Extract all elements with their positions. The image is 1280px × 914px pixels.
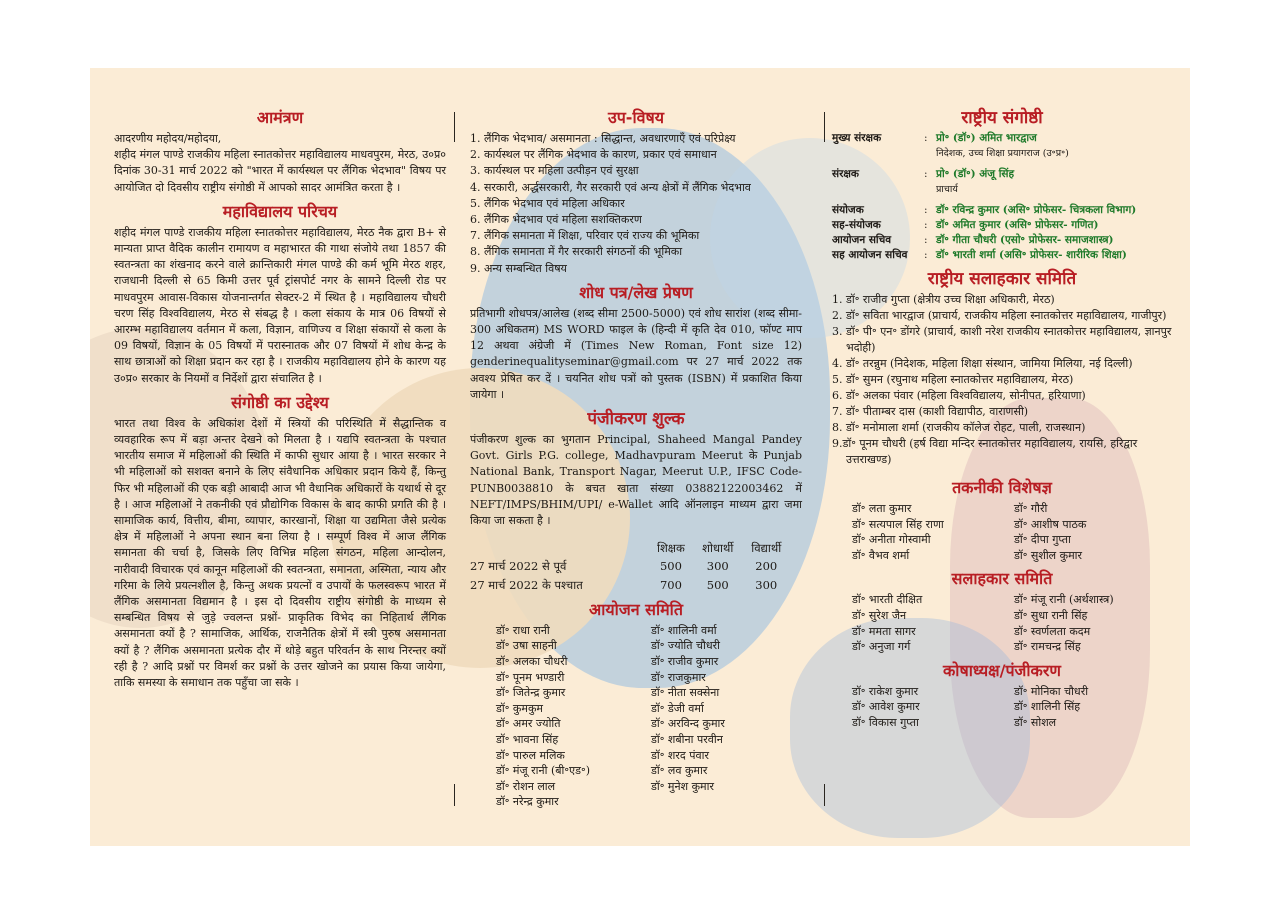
- seminar-roles: [832, 131, 1172, 263]
- table-row: [470, 557, 790, 575]
- fee-cell: 300: [755, 577, 778, 592]
- invitation-salutation: आदरणीय महोदय/महोदया,: [114, 132, 222, 145]
- list-item: डॉ॰ अनुजा गर्ग: [852, 640, 911, 654]
- list-item: डॉ॰ जितेन्द्र कुमार: [496, 686, 566, 700]
- list-item: डॉ॰ आवेश कुमार: [852, 700, 920, 714]
- role-separator: :: [924, 204, 928, 216]
- committee-left: [496, 623, 647, 810]
- list-item: डॉ॰ अनीता गोस्वामी: [852, 533, 931, 547]
- technical-experts-heading: तकनीकी विशेषज्ञ: [952, 478, 1052, 497]
- list-item: डॉ॰ सोशल: [1014, 715, 1057, 729]
- role-value: डॉ॰ रविन्द्र कुमार (असि॰ प्रोफेसर- चित्रकला विभाग): [936, 204, 1137, 216]
- role-separator: :: [924, 234, 928, 246]
- technical-experts-list: [832, 501, 1172, 563]
- list-item: डॉ॰ ज्योति चौधरी: [651, 639, 720, 653]
- advisory-national-heading: राष्ट्रीय सलाहकार समिति: [927, 269, 1077, 289]
- list-item: 4. सरकारी, अर्द्धसरकारी, गैर सरकारी एवं अन्य क्षेत्रों में लैंगिक भेदभाव: [470, 180, 751, 194]
- list-item: 5. लैंगिक भेदभाव एवं महिला अधिकार: [470, 196, 625, 210]
- list-item: डॉ॰ राजकुमार: [651, 670, 706, 684]
- list-item: डॉ॰ राकेश कुमार: [852, 684, 919, 698]
- list-item: डॉ॰ सुधा रानी सिंह: [1014, 608, 1088, 622]
- fee-cell: 300: [706, 559, 729, 574]
- role-separator: :: [924, 219, 928, 231]
- role-value: डॉ॰ गीता चौधरी (एसो॰ प्रोफेसर- समाजशास्त्र): [936, 234, 1114, 246]
- list-item: डॉ॰ मुनेश कुमार: [651, 779, 714, 793]
- column-right: [832, 104, 1172, 731]
- fee-cell: 200: [755, 559, 778, 574]
- list-item: डॉ॰ मंजू रानी (बी॰एड॰): [496, 764, 591, 778]
- role-key: सह आयोजन सचिव: [832, 249, 908, 261]
- objective-body: भारत तथा विश्व के अधिकांश देशों में स्त्रियों की परिस्थिति में सैद्धान्तिक व व्यवहारिक रूप में बड़ा अन्तर देखने को मिलता है । यद्यपि स्वतन्त्रता के पश्चात भारतीय समाज में महिलाओं की स्थिति में काफी सुधार आया है । भारत सरकार ने भी महिलाओं को सशक्त बनाने के लिए संवैधानिक अधिकार प्रदान किये हैं, किन्तु फिर भी महिलाओं की एक बड़ी आबादी आज भी वैधानिक अधिकारों के यथार्थ से दूर है । आज महिलाओं ने तकनीकी एवं प्रौद्योगिक विकास के बाद काफी प्रगति की है । सामाजिक कार्य, वित्तीय, बीमा, व्यापार, कारखानों, शिक्षा या उद्यमिता जैसे प्रत्येक क्षेत्र में महिलाओं ने अपना स्थान बना लिया है । सम्पूर्ण विश्व में आज लैंगिक समानता की चर्चा है, जिसके लिए विभिन्न महिला संगठन, महिला आन्दोलन, नारीवादी विचारक एवं कानून महिलाओं की स्वतन्त्रता, समानता, अस्मिता, न्याय और गरिमा के लिये प्रयत्नशील है, किन्तु अथक प्रयत्नों व उपायों के फलस्वरूप भारत में लैंगिक असमानता विद्यमान है । इस दो दिवसीय राष्ट्रीय संगोष्ठी के माध्यम से सम्बन्धित विषय से जुड़े ज्वलन्त प्रश्नों- प्राकृतिक विभेद का निहितार्थ लैंगिक असमानता क्यों है ? सामाजिक, आर्थिक, राजनैतिक क्षेत्रों में स्त्री पुरुष असमानता क्यों है ? लैंगिक असमानता प्रत्येक दौर में थोड़े बहुत परिवर्तन के साथ निरन्तर क्यों रही है ? आदि प्रश्नों पर विमर्श कर प्रश्नों के उत्तर खोजने का प्रयास किया जायेगा, ताकि समस्या के समाधान तक पहुँचा जा सके ।: [114, 416, 446, 690]
- list-item: डॉ॰ मंजू रानी (अर्थशास्त्र): [1014, 593, 1114, 607]
- list-item: डॉ॰ मोनिका चौधरी: [1014, 684, 1089, 698]
- fee-header: विद्यार्थी: [751, 541, 782, 556]
- role-key: सह-संयोजक: [832, 219, 881, 231]
- advisory-committee-list: [832, 592, 1172, 654]
- treasurer-left: [852, 684, 1010, 731]
- treasurer-right: [1014, 684, 1172, 731]
- list-item: 6. डॉ॰ अलका पंवार (महिला विश्वविद्यालय, सोनीपत, हरियाणा): [832, 389, 1086, 402]
- registration-heading: पंजीकरण शुल्क: [587, 409, 685, 430]
- list-item: डॉ॰ डेजी वर्मा: [651, 701, 704, 715]
- column-middle: [470, 104, 802, 810]
- list-item: 3. डॉ॰ पी॰ एन॰ डोंगरे (प्राचार्य, काशी नरेश राजकीय स्नातकोत्तर महाविद्यालय, ज्ञानपुर भदोही): [832, 325, 1172, 354]
- list-item: 9.डॉ॰ पूनम चौधरी (हर्ष विद्या मन्दिर स्नातकोत्तर महाविद्यालय, रायसि, हरिद्वार उत्तराखण्ड): [832, 437, 1138, 466]
- role-value: प्रो॰ (डॉ॰) अमित भारद्वाज: [936, 132, 1037, 144]
- role-subtitle: निदेशक, उच्च शिक्षा प्रयागराज (उ॰प्र॰): [936, 148, 1069, 159]
- list-item: डॉ॰ लव कुमार: [651, 764, 708, 778]
- national-seminar-heading: राष्ट्रीय संगोष्ठी: [961, 108, 1043, 128]
- list-item: 2. कार्यस्थल पर लैंगिक भेदभाव के कारण, प्रकार एवं समाधान: [470, 148, 717, 162]
- list-item: डॉ॰ उषा साहनी: [496, 639, 557, 653]
- role-value: प्रो॰ (डॉ॰) अंजू सिंह: [936, 168, 1015, 180]
- organizing-committee-heading: आयोजन समिति: [589, 599, 683, 619]
- advisory-left: [852, 592, 1010, 654]
- list-item: 8. डॉ॰ मनोमाला शर्मा (राजकीय कॉलेज रोहट, पाली, राजस्थान): [832, 421, 1086, 434]
- list-item: डॉ॰ ममता सागर: [852, 624, 916, 638]
- list-item: 5. डॉ॰ सुमन (रघुनाथ महिला स्नातकोत्तर महाविद्यालय, मेरठ): [832, 373, 1074, 386]
- list-item: डॉ॰ विकास गुप्ता: [852, 715, 919, 729]
- subtopics-list: [470, 131, 802, 277]
- table-row: [470, 539, 790, 557]
- list-item: 6. लैंगिक भेदभाव एवं महिला सशक्तिकरण: [470, 213, 642, 227]
- list-item: डॉ॰ भावना सिंह: [496, 733, 559, 747]
- paper-submission-body: प्रतिभागी शोधपत्र/आलेख (शब्द सीमा 2500-5000) एवं शोध सारांश (शब्द सीमा- 300 अधिकतम) MS WORD फाइल के (हिन्दी में कृति देव 010, फॉण्ट माप 12 अथवा अंग्रेजी में (Times New Roman, Font size 12) genderinequalityseminar@gmail.com पर 27 मार्च 2022 तक अवश्य प्रेषित कर दें । चयनित शोध पत्रों को पुस्तक (ISBN) में प्रकाशित किया जायेगा ।: [470, 306, 802, 401]
- list-item: डॉ॰ दीपा गुप्ता: [1014, 533, 1071, 547]
- list-item: 8. लैंगिक समानता में गैर सरकारी संगठनों की भूमिका: [470, 245, 683, 259]
- column-divider: [454, 784, 455, 806]
- treasurer-list: [832, 684, 1172, 731]
- role-value: डॉ॰ अमित कुमार (असि॰ प्रोफेसर- गणित): [936, 219, 1099, 231]
- role-separator: :: [924, 168, 928, 180]
- list-item: डॉ॰ रामचन्द्र सिंह: [1014, 640, 1081, 654]
- list-item: डॉ॰ पारुल मलिक: [496, 748, 565, 762]
- column-divider: [824, 112, 825, 142]
- list-item: 9. अन्य सम्बन्धित विषय: [470, 261, 567, 275]
- list-item: 7. लैंगिक समानता में शिक्षा, परिवार एवं राज्य की भूमिका: [470, 229, 700, 243]
- advisory-national-list: [832, 292, 1172, 468]
- list-item: डॉ॰ भारती दीक्षित: [852, 593, 923, 607]
- fee-table: [470, 539, 790, 594]
- invitation-heading: आमंत्रण: [256, 108, 304, 127]
- list-item: डॉ॰ शालिनी वर्मा: [651, 623, 717, 637]
- list-item: डॉ॰ अलका चौधरी: [496, 655, 568, 669]
- list-item: 1. डॉ॰ राजीव गुप्ता (क्षेत्रीय उच्च शिक्षा अधिकारी, मेरठ): [832, 293, 1055, 306]
- role-separator: :: [924, 132, 928, 144]
- column-divider: [454, 112, 455, 142]
- list-item: डॉ॰ राधा रानी: [496, 623, 550, 637]
- list-item: 4. डॉ॰ तरन्नुम (निदेशक, महिला शिक्षा संस्थान, जामिया मिलिया, नई दिल्ली): [832, 357, 1133, 370]
- list-item: डॉ॰ शबीना परवीन: [651, 733, 723, 747]
- fee-header: शिक्षक: [656, 541, 685, 556]
- experts-right: [1014, 501, 1172, 563]
- role-value: डॉ॰ भारती शर्मा (असि॰ प्रोफेसर- शारीरिक शिक्षा): [936, 249, 1127, 261]
- fee-cell: 700: [659, 577, 682, 592]
- list-item: डॉ॰ कुमकुम: [496, 701, 543, 715]
- list-item: 2. डॉ॰ सविता भारद्वाज (प्राचार्य, राजकीय महिला स्नातकोत्तर महाविद्यालय, गाजीपुर): [832, 309, 1167, 322]
- list-item: डॉ॰ वैभव शर्मा: [852, 548, 910, 562]
- list-item: डॉ॰ राजीव कुमार: [651, 655, 719, 669]
- fee-table-corner: [470, 539, 649, 557]
- committee-right: [651, 623, 802, 810]
- organizing-committee-list: [470, 623, 802, 810]
- college-intro-heading: महाविद्यालय परिचय: [222, 201, 338, 221]
- role-subtitle: प्राचार्य: [936, 184, 958, 195]
- list-item: डॉ॰ सत्यपाल सिंह राणा: [852, 517, 944, 531]
- subtopics-heading: उप-विषय: [607, 108, 665, 127]
- role-key: संरक्षक: [832, 168, 859, 180]
- list-item: 1. लैंगिक भेदभाव/ असमानता : सिद्धान्त, अवधारणाएँ एवं परिप्रेक्ष्य: [470, 132, 736, 145]
- treasurer-heading: कोषाध्यक्ष/पंजीकरण: [943, 660, 1061, 680]
- list-item: 3. कार्यस्थल पर महिला उत्पीड़न एवं सुरक्षा: [470, 164, 639, 178]
- list-item: डॉ॰ सुरेश जैन: [852, 608, 907, 622]
- experts-left: [852, 501, 1010, 563]
- fee-cell: 500: [659, 559, 682, 574]
- list-item: डॉ॰ अरविन्द कुमार: [651, 717, 725, 731]
- table-row: [470, 576, 790, 594]
- role-key: आयोजन सचिव: [832, 234, 892, 246]
- college-intro-body: शहीद मंगल पाण्डे राजकीय महिला स्नातकोत्तर महाविद्यालय, मेरठ नैक द्वारा B+ से मान्यता प्राप्त वैदिक कालीन रामायण व महाभारत की गाथा संजोये तथा 1857 की स्वतन्त्रता का शंखनाद करने वाले क्रान्तिकारी मंगल पाण्डे की कर्म भूमि मेरठ शहर, राजधानी दिल्ली से 65 किमी उत्तर पूर्व ट्रांसपोर्ट नगर के सामने दिल्ली रोड पर माधवपुरम आवास-विकास योजनान्तर्गत सेक्टर-2 में स्थित है । महाविद्यालय चौधरी चरण सिंह विश्वविद्यालय, मेरठ से संबद्ध है । कला संकाय के मात्र 06 विषयों से आरम्भ महाविद्यालय वर्तमान में कला, विज्ञान, वाणिज्य व शिक्षा संकायों से कला के 09 विषयों, विज्ञान के 05 विषयों में परास्नातक और 07 विषयों में शोध केन्द्र के साथ छात्राओं को शिक्षा प्रदान कर रहा है । राजकीय महाविद्यालय होने के कारण यह उ०प्र० सरकार के नियमों व निर्देशों द्वारा संचालित है ।: [114, 225, 446, 385]
- list-item: डॉ॰ शरद पंवार: [651, 748, 709, 762]
- list-item: डॉ॰ नरेन्द्र कुमार: [496, 795, 559, 809]
- list-item: डॉ॰ अमर ज्योति: [496, 717, 561, 731]
- fee-row-label: 27 मार्च 2022 के पश्चात: [470, 577, 583, 592]
- fee-header: शोधार्थी: [702, 541, 734, 556]
- list-item: डॉ॰ गौरी: [1014, 502, 1048, 515]
- list-item: डॉ॰ सुशील कुमार: [1014, 548, 1083, 562]
- invitation-body: शहीद मंगल पाण्डे राजकीय महिला स्नातकोत्तर महाविद्यालय माधवपुरम, मेरठ, उ०प्र० दिनांक 30-31 मार्च 2022 को "भारत में कार्यस्थल पर लैंगिक भेदभाव" विषय पर आयोजित दो दिवसीय राष्ट्रीय संगोष्ठी में आपको सादर आमंत्रित करता है ।: [114, 148, 446, 194]
- registration-body: पंजीकरण शुल्क का भुगतान Principal, Shaheed Mangal Pandey Govt. Girls P.G. college, Madhavpuram Meerut के Punjab National Bank, Transport Nagar, Meerut U.P., IFSC Code- PUNB0038810 के बचत खाता संख्या 03882122003462 में NEFT/IMPS/BHIM/UPI/ e-Wallet आदि ऑनलाइन माध्यम द्वारा जमा किया जा सकता है ।: [470, 433, 802, 528]
- objective-heading: संगोष्ठी का उद्देश्य: [231, 392, 329, 412]
- list-item: डॉ॰ शालिनी सिंह: [1014, 700, 1081, 714]
- list-item: डॉ॰ लता कुमार: [852, 502, 912, 515]
- fee-row-label: 27 मार्च 2022 से पूर्व: [470, 559, 567, 574]
- brochure-sheet: [90, 68, 1190, 846]
- advisory-committee-heading: सलाहकार समिति: [951, 569, 1053, 589]
- list-item: डॉ॰ स्वर्णलता कदम: [1014, 624, 1091, 638]
- role-key: संयोजक: [832, 204, 864, 216]
- list-item: डॉ॰ नीता सक्सेना: [651, 686, 720, 700]
- list-item: डॉ॰ रोशन लाल: [496, 779, 556, 793]
- advisory-right: [1014, 592, 1172, 654]
- paper-submission-heading: शोध पत्र/लेख प्रेषण: [579, 282, 693, 302]
- column-left: [114, 104, 446, 691]
- list-item: डॉ॰ पूनम भण्डारी: [496, 670, 565, 684]
- role-separator: :: [924, 249, 928, 261]
- column-divider: [824, 784, 825, 806]
- fee-cell: 500: [706, 577, 729, 592]
- list-item: 7. डॉ॰ पीताम्बर दास (काशी विद्यापीठ, वाराणसी): [832, 405, 1029, 418]
- list-item: डॉ॰ आशीष पाठक: [1014, 517, 1087, 531]
- role-key: मुख्य संरक्षक: [832, 132, 882, 144]
